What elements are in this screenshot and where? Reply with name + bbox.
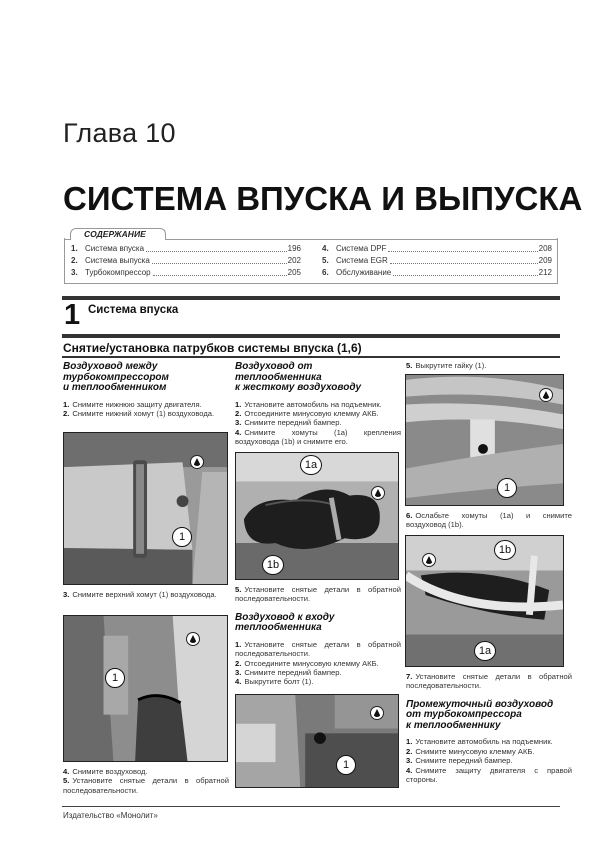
toc-item-page: 208 xyxy=(538,244,552,253)
heading-line: к теплообменнику xyxy=(406,719,501,731)
column-1-final-steps xyxy=(63,767,229,795)
step-text: Снимите хомуты (1a) крепления воздуховода (1b) и снимите его. xyxy=(235,427,401,447)
step xyxy=(235,409,401,418)
step-number: 2. xyxy=(406,746,413,756)
step xyxy=(406,747,572,756)
toc-item-text: Обслуживание xyxy=(336,268,392,277)
step-number: 4. xyxy=(235,677,242,687)
photo-upper-clamp xyxy=(63,615,228,762)
step xyxy=(406,672,572,691)
step-number: 2. xyxy=(63,408,70,418)
steps-list xyxy=(235,400,401,447)
toc-item-number: 1. xyxy=(71,244,78,253)
step xyxy=(406,361,572,370)
toc-item[interactable] xyxy=(322,255,552,267)
procedure-heading xyxy=(235,362,401,394)
step-text: Установите снятые детали в обратной последовательности. xyxy=(63,776,229,795)
photo-callout: 1 xyxy=(497,478,517,498)
steps-list xyxy=(406,737,572,784)
subsection-title: Снятие/установка патрубков системы впуска (1,6) xyxy=(63,341,362,355)
column-1-intro xyxy=(63,362,229,418)
step xyxy=(235,585,401,604)
step-text: Снимите верхний хомут (1) воздуховода. xyxy=(72,590,217,599)
step-number: 2. xyxy=(235,408,242,418)
step xyxy=(235,677,401,686)
photo-callout: 1b xyxy=(262,555,284,575)
chapter-label: Глава 10 xyxy=(63,118,176,148)
column-3-step6 xyxy=(406,511,572,530)
step-number: 4. xyxy=(63,767,70,776)
step-text: Отсоедините минусовую клемму АКБ. xyxy=(244,658,379,668)
step-text: Снимите нижнюю защиту двигателя. xyxy=(72,399,202,409)
step-number: 5. xyxy=(63,776,70,786)
procedure-heading xyxy=(235,613,401,634)
heading-line: турбокомпрессором xyxy=(63,371,169,383)
toc-top-border-right xyxy=(166,239,558,240)
step-number: 6. xyxy=(406,511,413,520)
toc-column-left xyxy=(71,243,301,279)
step-text: Снимите передний бампер. xyxy=(244,668,342,678)
toc-item-number: 4. xyxy=(322,244,329,253)
step-text: Снимите защиту двигателя с правой стороны. xyxy=(406,765,572,784)
step-number: 3. xyxy=(235,668,242,678)
step-number: 3. xyxy=(235,418,242,428)
section-title: Система впуска xyxy=(88,304,179,316)
step xyxy=(235,659,401,668)
toc-label: СОДЕРЖАНИЕ xyxy=(84,229,146,239)
step-text: Снимите минусовую клемму АКБ. xyxy=(415,746,535,756)
photo-callout: 1a xyxy=(300,455,322,475)
toc-item-number: 2. xyxy=(71,256,78,265)
photo-lower-clamp xyxy=(63,432,228,585)
toc-item-number: 6. xyxy=(322,268,329,277)
procedure-heading xyxy=(63,362,229,394)
column-3-step5 xyxy=(406,361,572,370)
vehicle-badge-icon xyxy=(190,455,204,469)
heading-line: теплообменника xyxy=(235,622,322,634)
step-number: 5. xyxy=(235,585,242,594)
step xyxy=(235,668,401,677)
toc-item-text: Система впуска xyxy=(85,244,145,253)
toc-item-text: Система DPF xyxy=(336,244,387,253)
heading-line: Воздуховод к входу xyxy=(235,611,335,623)
step-text: Ослабьте хомуты (1a) и снимите воздуховод (1b). xyxy=(406,511,572,530)
toc-item-page: 209 xyxy=(538,256,552,265)
step xyxy=(63,409,229,418)
toc-column-right xyxy=(322,243,552,279)
vehicle-badge-icon xyxy=(539,388,553,402)
step-number: 4. xyxy=(406,765,413,775)
vehicle-badge-icon xyxy=(186,632,200,646)
step xyxy=(63,767,229,776)
step-text: Выкрутите гайку (1). xyxy=(415,361,487,370)
step-number: 1. xyxy=(235,639,242,649)
step-text: Установите снятые детали в обратной последовательности. xyxy=(235,639,401,659)
step xyxy=(235,418,401,427)
toc-leader-dots xyxy=(390,255,538,264)
toc-item-page: 212 xyxy=(538,268,552,277)
heading-line: Воздуховод между xyxy=(63,361,158,372)
footer-rule xyxy=(62,806,560,807)
step-text: Установите автомобиль на подъемник. xyxy=(415,737,553,747)
toc-item[interactable] xyxy=(322,243,552,255)
photo-callout: 1 xyxy=(172,527,192,547)
step-text: Снимите передний бампер. xyxy=(415,756,513,766)
toc-item-number: 5. xyxy=(322,256,329,265)
procedure-heading xyxy=(406,700,572,732)
step xyxy=(63,776,229,795)
steps-list xyxy=(235,640,401,687)
steps-list xyxy=(406,511,572,530)
step-number: 4. xyxy=(235,427,242,437)
step xyxy=(63,400,229,409)
heading-line: к жесткому воздуховоду xyxy=(235,382,362,393)
step xyxy=(235,400,401,409)
photo-callout: 1 xyxy=(336,755,356,775)
section-rule-bottom xyxy=(62,334,560,338)
chapter-title: СИСТЕМА ВПУСКА И ВЫПУСКА xyxy=(63,180,583,217)
step-text: Установите снятые детали в обратной последовательности. xyxy=(235,585,401,604)
step-number: 1. xyxy=(235,399,242,409)
column-2-step5 xyxy=(235,585,401,687)
toc-item[interactable] xyxy=(71,267,301,279)
step-number: 3. xyxy=(63,590,70,599)
step-number: 1. xyxy=(63,399,70,409)
steps-list xyxy=(63,767,229,795)
steps-list xyxy=(63,400,229,419)
photo-callout: 1 xyxy=(105,668,125,688)
step-text: Выкрутите болт (1). xyxy=(244,677,314,687)
step-text: Снимите воздуховод. xyxy=(72,767,148,776)
column-3-step7 xyxy=(406,672,572,784)
steps-list xyxy=(406,361,572,370)
step xyxy=(406,756,572,765)
steps-list xyxy=(235,585,401,604)
step xyxy=(406,511,572,530)
toc-item-text: Система выпуска xyxy=(85,256,150,265)
step-text: Установите снятые детали в обратной последовательности. xyxy=(406,672,572,691)
toc-leader-dots xyxy=(152,255,287,264)
heading-line: от турбокомпрессора xyxy=(406,709,522,721)
toc-item-page: 196 xyxy=(287,244,301,253)
step-number: 7. xyxy=(406,672,413,681)
step-number: 2. xyxy=(235,658,242,668)
publisher-footer: Издательство «Монолит» xyxy=(63,811,158,820)
toc-leader-dots xyxy=(388,243,537,252)
step-text: Установите автомобиль на подъемник. xyxy=(244,399,382,409)
toc-item-number: 3. xyxy=(71,268,78,277)
step xyxy=(406,766,572,785)
heading-line: и теплообменником xyxy=(63,382,167,393)
section-rule-top xyxy=(62,296,560,300)
step xyxy=(406,737,572,746)
photo-callout: 1a xyxy=(474,641,496,661)
heading-line: Воздуховод от теплообменника xyxy=(235,361,322,383)
heading-line: Промежуточный воздуховод xyxy=(406,698,554,710)
vehicle-badge-icon xyxy=(422,553,436,567)
toc-item-text: Система EGR xyxy=(336,256,388,265)
step-number: 5. xyxy=(406,361,413,370)
step-text: Снимите передний бампер. xyxy=(244,418,342,428)
toc-item[interactable] xyxy=(71,243,301,255)
toc-leader-dots xyxy=(153,267,287,276)
step-number: 3. xyxy=(406,756,413,766)
subsection-rule xyxy=(62,356,560,358)
toc-item-page: 205 xyxy=(287,268,301,277)
toc-item[interactable] xyxy=(71,255,301,267)
step-text: Снимите нижний хомут (1) воздуховода. xyxy=(72,408,215,418)
step xyxy=(63,590,229,599)
step-text: Отсоедините минусовую клемму АКБ. xyxy=(244,408,379,418)
step-number: 1. xyxy=(406,737,413,747)
photo-callout: 1b xyxy=(494,540,516,560)
vehicle-badge-icon xyxy=(370,706,384,720)
toc-item-text: Турбокомпрессор xyxy=(85,268,151,277)
section-number: 1 xyxy=(64,299,81,331)
steps-list xyxy=(406,672,572,691)
step xyxy=(235,428,401,447)
column-1-step3 xyxy=(63,590,229,599)
toc-item[interactable] xyxy=(322,267,552,279)
toc-leader-dots xyxy=(393,267,537,276)
vehicle-badge-icon xyxy=(371,486,385,500)
column-2-intro xyxy=(235,362,401,447)
toc-leader-dots xyxy=(146,243,287,252)
steps-list xyxy=(63,590,229,599)
toc-item-page: 202 xyxy=(287,256,301,265)
step xyxy=(235,640,401,659)
